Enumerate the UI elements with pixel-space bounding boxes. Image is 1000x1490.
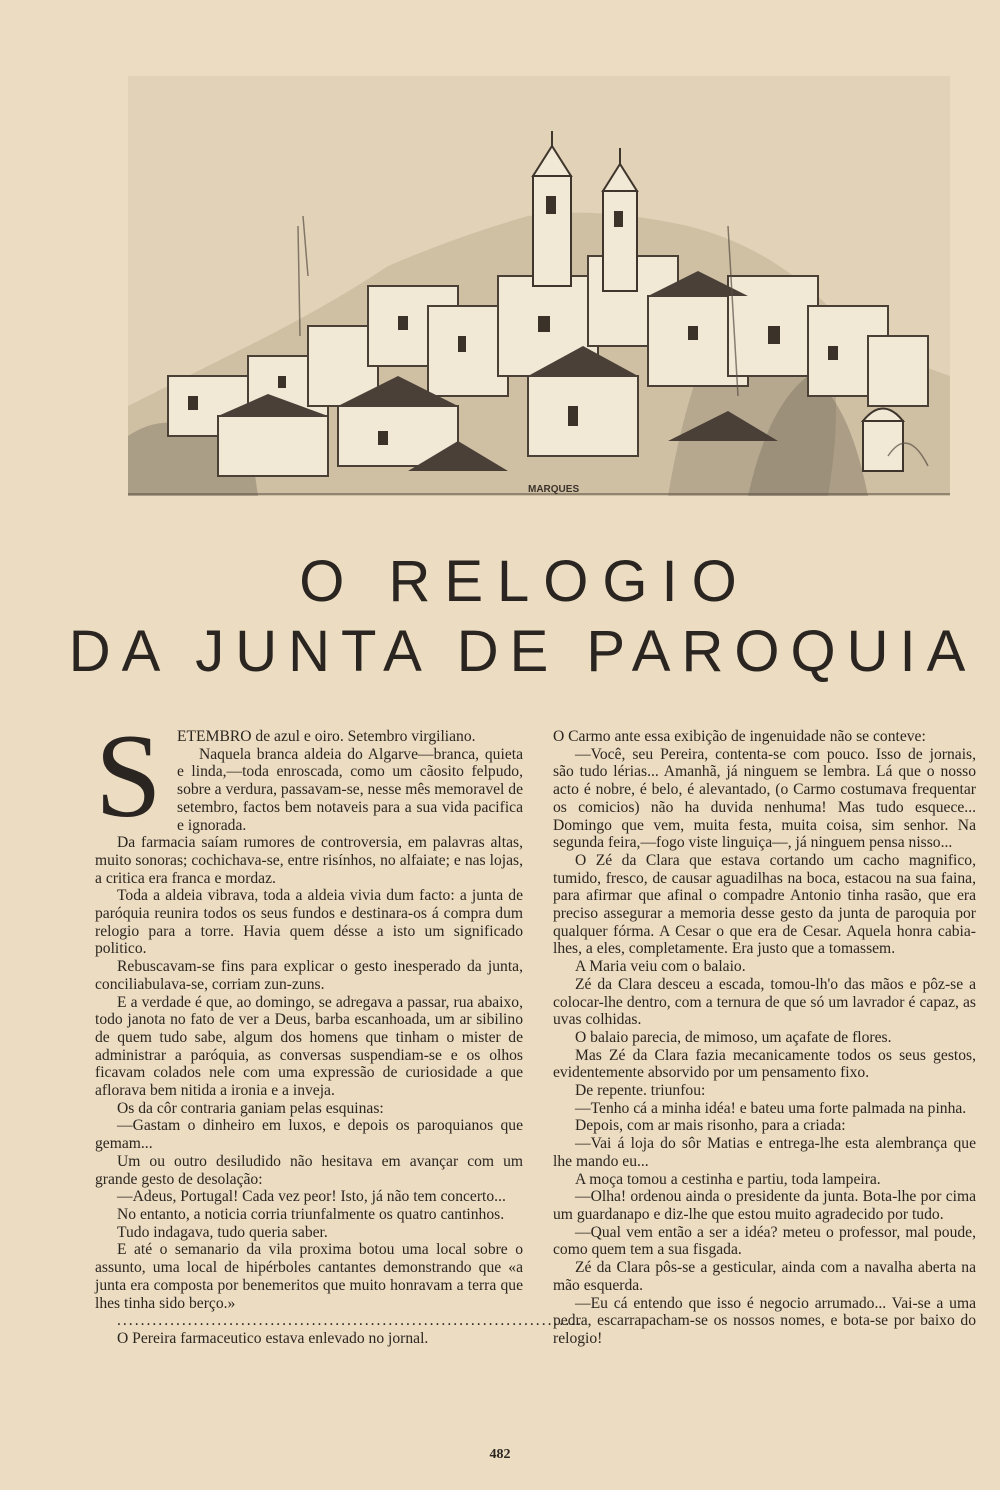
paragraph: ETEMBRO de azul e oiro. Setembro virgiliano. — [177, 728, 476, 745]
drop-cap: S — [95, 709, 162, 842]
paragraph: Zé da Clara desceu a escada, tomou-lh'o das mãos e pôz-se a colocar-lhe dentro, com a ternura de que só um lavrador é capaz, as uvas colhidas. — [553, 975, 976, 1029]
paragraph: Toda a aldeia vibrava, toda a aldeia vivia dum facto: a junta de paróquia reunira todos os seus fundos e destinara-os á compra dum relogio para a torre. Havia quem désse a isto um significado politico. — [95, 887, 523, 958]
paragraph: Tudo indagava, tudo queria saber. — [117, 1223, 328, 1241]
paragraph: O Pereira farmaceutico estava enlevado no jornal. — [117, 1329, 429, 1347]
village-sketch-illustration — [128, 76, 950, 496]
paragraph: E até o semanario da vila proxima botou uma local sobre o assunto, uma local de hipérboles cantantes demonstrando que «a junta era composta por benemeritos que muito honravam a terra que lhes tinha sido berço.» — [95, 1241, 523, 1312]
page-number: 482 — [489, 1447, 511, 1462]
paragraph: —Qual vem então a ser a idéa? meteu o professor, mal poude, como quem tem a sua fisgada. — [553, 1223, 976, 1259]
paragraph: Naquela branca aldeia do Algarve—branca, quieta e linda,—toda enroscada, como um cãosito felpudo, sobre a verdura, passavam-se, nesse mês memoravel de setembro, factos bem notaveis para a sua vida pacifica e ignorada. — [177, 745, 523, 834]
page-title-line-1: O RELOGIO — [299, 549, 751, 614]
paragraph: —Você, seu Pereira, contenta-se com pouco. Isso de jornais, são tudo lérias... Amanhã, já ninguem se lembra. Lá que o nosso acto é nobre, é belo, é alevantado, (o Carmo costumava frequentar os comicios) não ha duvida nenhuma! Mas tudo esquece... Domingo que vem, muita festa, muita coisa, sim senhor. Na segunda feira,—fogo viste linguiça—, já ninguem pensa nisso... — [553, 745, 976, 852]
illustration-signature: MARQUES — [528, 484, 580, 495]
paragraph: Da farmacia saíam rumores de controversia, em palavras altas, muito sonoras; cochichava-se, entre risínhos, no alfaiate; e nas lojas, a critica era franca e mordaz. — [95, 834, 523, 887]
paragraph: A Maria veiu com o balaio. — [575, 958, 746, 976]
separator-dots: ............................................................................... — [117, 1312, 583, 1330]
paragraph: Zé da Clara pôs-se a gesticular, ainda com a navalha aberta na mão esquerda. — [553, 1259, 976, 1294]
paragraph: O Zé da Clara que estava cortando um cacho magnifico, tumido, fresco, de causar aguadilhas na boca, estacou na sua faina, para afirmar que afinal o compadre Antonio tinha rasão, que era preciso assegurar a memoria desse gesto da junta de paroquia por qualquer fórma. A Cesar o que era de Cesar. Aquela honra cabia-lhes, a eles, completamente. Era justo que a tomassem. — [553, 851, 976, 958]
paragraph: —Olha! ordenou ainda o presidente da junta. Bota-lhe por cima um guardanapo e diz-lhe que estou muito agradecido por tudo. — [553, 1188, 976, 1223]
paragraph: De repente. triunfou: — [575, 1082, 706, 1100]
village-sketch-drawing — [128, 76, 950, 496]
paragraph: O balaio parecia, de mimoso, um açafate de flores. — [575, 1028, 892, 1046]
paragraph: —Tenho cá a minha idéa! e bateu uma forte palmada na pinha. — [575, 1099, 967, 1117]
page-title-line-2: DA JUNTA DE PAROQUIA — [68, 619, 977, 684]
paragraph: —Gastam o dinheiro em luxos, e depois os paroquianos que gemam... — [95, 1117, 523, 1153]
paragraph: A moça tomou a cestinha e partiu, toda lampeira. — [575, 1170, 881, 1188]
paragraph: O Carmo ante essa exibição de ingenuidade não se conteve: — [553, 728, 926, 745]
paragraph: —Vai á loja do sôr Matias e entrega-lhe esta alembrança que lhe mando eu... — [553, 1135, 976, 1170]
paragraph: Mas Zé da Clara fazia mecanicamente todos os seus gestos, evidentemente absorvido por um pensamento fixo. — [553, 1046, 976, 1082]
paragraph: No entanto, a noticia corria triunfalmente os quatro cantinhos. — [117, 1205, 505, 1223]
left-text-column — [95, 709, 583, 1348]
paragraph: Depois, com ar mais risonho, para a criada: — [575, 1117, 846, 1135]
paragraph: Um ou outro desiludido não hesitava em avançar com um grande gesto de desolação: — [95, 1152, 523, 1188]
paragraph: —Adeus, Portugal! Cada vez peor! Isto, já não tem concerto... — [117, 1188, 506, 1206]
paragraph: E a verdade é que, ao domingo, se adregava a passar, rua abaixo, todo janota no fato de ver a Deus, barba escanhoada, um ar sibilino de quem tudo sabe, algum dos homens que tinham o mister de administrar a paróquia, as conversas suspendiam-se e os olhos ficavam colados nele com uma expressão de curiosidade a que aflorava bem nitida a ironia e a inveja. — [95, 993, 523, 1100]
paragraph: Os da côr contraria ganiam pelas esquinas: — [117, 1099, 384, 1117]
paragraph: —Eu cá entendo que isso é negocio arrumado... Vai-se a uma pedra, escarrapacham-se os nossos nomes, e bota-se por baixo do relogio! — [553, 1294, 976, 1347]
right-text-column — [553, 728, 976, 1348]
paragraph: Rebuscavam-se fins para explicar o gesto inesperado da junta, conciliabulava-se, corriam zun-zuns. — [95, 958, 523, 993]
